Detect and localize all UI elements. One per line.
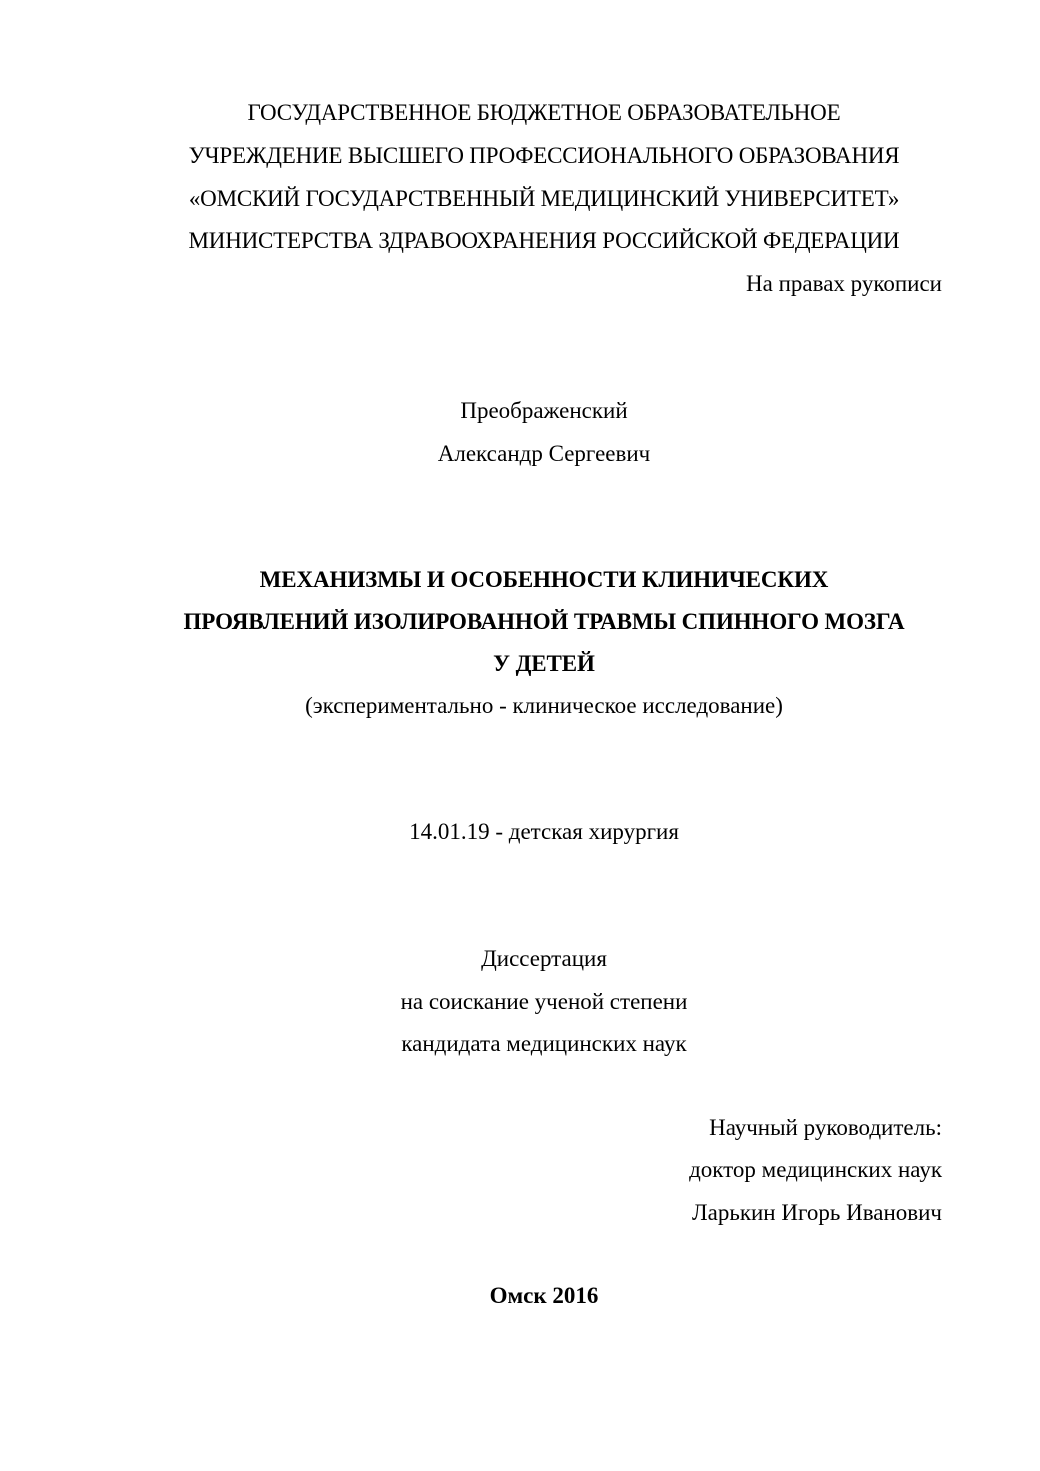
organization-line-1: ГОСУДАРСТВЕННОЕ БЮДЖЕТНОЕ ОБРАЗОВАТЕЛЬНОЕ (247, 100, 841, 125)
place-year: Омск 2016 (489, 1283, 599, 1308)
dissertation-title-line-1: МЕХАНИЗМЫ И ОСОБЕННОСТИ КЛИНИЧЕСКИХ (259, 567, 829, 592)
supervisor-label: Научный руководитель: (709, 1115, 942, 1140)
dissertation-title-line-3: У ДЕТЕЙ (493, 651, 595, 676)
manuscript-note: На правах рукописи (746, 271, 942, 296)
dissertation-title-line-2: ПРОЯВЛЕНИЙ ИЗОЛИРОВАННОЙ ТРАВМЫ СПИННОГО МОЗГА (183, 609, 905, 634)
specialty-code: 14.01.19 - детская хирургия (409, 819, 679, 844)
degree-line-2: на соискание ученой степени (400, 989, 688, 1014)
author-surname: Преображенский (460, 398, 628, 423)
organization-line-4: МИНИСТЕРСТВА ЗДРАВООХРАНЕНИЯ РОССИЙСКОЙ ФЕДЕРАЦИИ (188, 228, 900, 253)
organization-line-2: УЧРЕЖДЕНИЕ ВЫСШЕГО ПРОФЕССИОНАЛЬНОГО ОБРАЗОВАНИЯ (188, 143, 900, 168)
author-given-names: Александр Сергеевич (437, 441, 651, 466)
degree-line-1: Диссертация (481, 946, 607, 971)
supervisor-degree: доктор медицинских наук (689, 1157, 942, 1182)
degree-line-3: кандидата медицинских наук (401, 1031, 687, 1056)
dissertation-subtitle: (экспериментально - клиническое исследование) (305, 693, 783, 718)
supervisor-name: Ларькин Игорь Иванович (692, 1200, 942, 1225)
organization-line-3: «ОМСКИЙ ГОСУДАРСТВЕННЫЙ МЕДИЦИНСКИЙ УНИВЕРСИТЕТ» (188, 186, 900, 211)
